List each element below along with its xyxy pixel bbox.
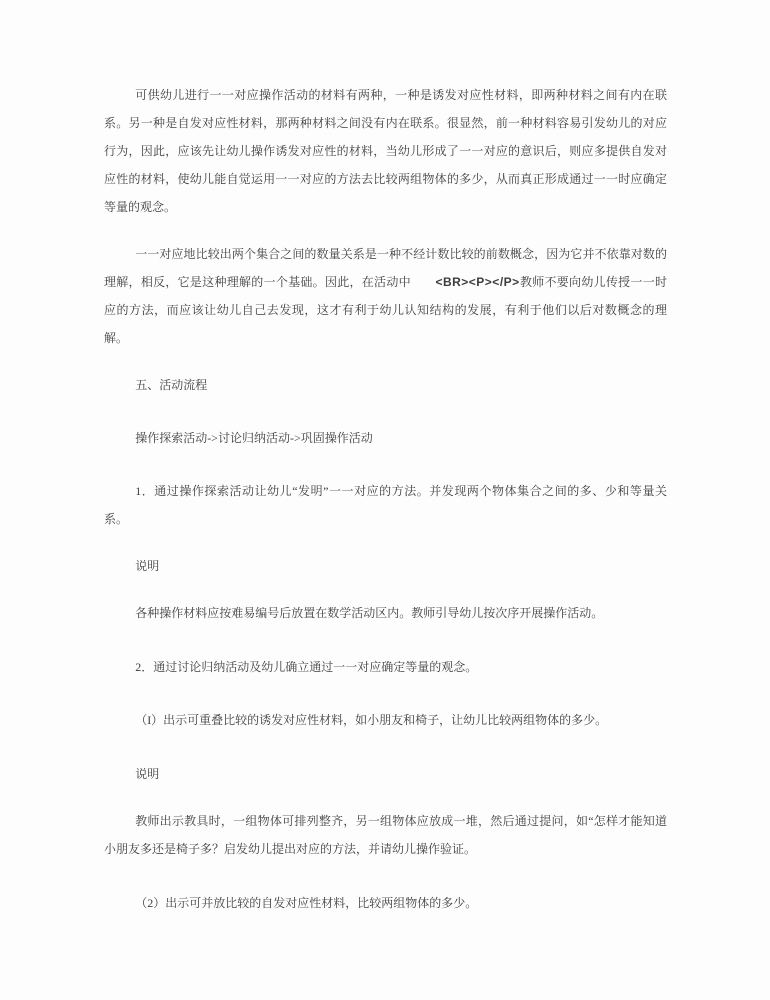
paragraph-one-to-one-concept xyxy=(104,240,667,352)
section-heading-activity-process: 五、活动流程 xyxy=(135,378,208,392)
note-text-2: 教师出示教具时，一组物体可排列整齐，另一组物体应放成一堆，然后通过提问，如“怎样才能知道小朋友多还是椅子多？启发幼儿提出对应的方法，并请幼儿操作验证。 xyxy=(104,814,667,856)
concept-text-after-markup: 教师不要向幼儿传授一一时应的方法，而应该让幼儿自己去发现，这才有利于幼儿认知结构的发展，有利于他们以后对数概念的理解。 xyxy=(104,275,667,345)
note-label-1: 说明 xyxy=(135,559,160,573)
note-text-1: 各种操作材料应按难易编号后放置在数学活动区内。教师引导幼儿按次序开展操作活动。 xyxy=(135,606,604,620)
concept-text-before-markup: 一一对应地比较出两个集合之间的数量关系是一种不经计数比较的前数概念，因为它并不依靠对数的理解，相反，它是这种理解的一个基础。因此，在活动中 xyxy=(104,247,667,289)
note-label-2: 说明 xyxy=(135,767,160,781)
numbered-step-1: 1．通过操作探索活动让幼儿“发明”一一对应的方法。并发现两个物体集合之间的多、少和等量关系。 xyxy=(104,484,667,526)
sub-step-1: （I）出示可重叠比较的诱发对应性材料，如小朋友和椅子，让幼儿比较两组物体的多少。 xyxy=(135,713,608,727)
numbered-step-2: 2．通过讨论归纳活动及幼儿确立通过一一对应确定等量的观念。 xyxy=(135,660,478,674)
activity-flow-sequence: 操作探索活动->讨论归纳活动->巩固操作活动 xyxy=(135,431,373,445)
sub-step-2: （2）出示可并放比较的自发对应性材料，比较两组物体的多少。 xyxy=(135,896,478,910)
literal-html-markup-text: <BR><P></P> xyxy=(435,275,520,289)
paragraph-materials-intro: 可供幼儿进行一一对应操作活动的材料有两种，一种是诱发对应性材料，即两种材料之间有内在联系。另一种是自发对应性材料，那两种材料之间没有内在联系。很显然，前一种材料容易引发幼儿的对应行为，因此，应该先让幼儿操作诱发对应性的材料，当幼儿形成了一一对应的意识后，则应多提供自发对应性的材料，使幼儿能自觉运用一一对应的方法去比较两组物体的多少，从而真正形成通过一一时应确定等量的观念。 xyxy=(104,88,667,214)
